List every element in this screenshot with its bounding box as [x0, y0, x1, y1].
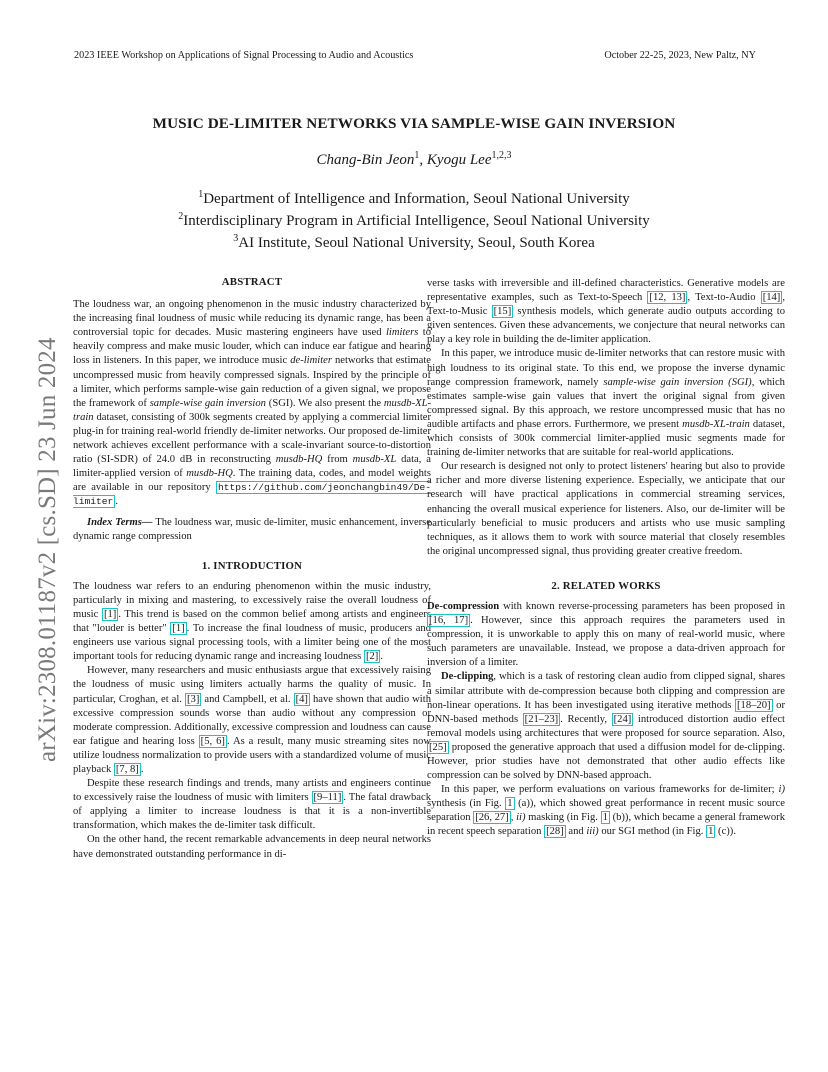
affiliation-list — [0, 186, 828, 252]
intro-paragraph: verse tasks with irreversible and ill-defined characteristics. Generative models are representative examples, such as Text-to-Speech [12, 13] , Text-to-Audio [14] , Text-to-Music [15] synthesis models, which generate audio outputs according to given sentences. Given these advancements, we conjecture that neural networks can play a key role in building the de-limiter application. — [427, 278, 785, 346]
right-column — [427, 277, 785, 840]
index-terms-label: Index Terms— — [87, 516, 153, 528]
related-works-heading: 2. RELATED WORKS — [551, 579, 661, 592]
intro-paragraph: However, many researchers and music enthusiasts argue that excessively raising the loudness of music using limiters actually harms the quality of music. In particular, Croghan, et al. [3] and Campbell, et al. [4] have shown that audio with excessive compression sounds worse than audio without any compression or moderate compression. Additionally, excessive compression and loudness can cause ear fatigue and hearing loss [5, 6] . As a result, many music streaming sites now utilize loudness normalization to provide users with a standardized volume of music playback [7, 8] . — [73, 665, 431, 775]
related-paragraph: De-clipping, which is a task of restoring clean audio from clipped signal, shares a similar attribute with de-compression because both clipping and compression are non-linear operations. It has been investigated using iterative methods [18–20] or DNN-based methods [21–23] . Recently, [24] introduced distortion audio effect removal models using architectures that were proposed for source separation. Also, [25] proposed the generative approach that used a diffusion model for de-clipping. However, prior studies have not demonstrated that other audio effects like compression can be solved by DNN-based approach. — [427, 671, 786, 782]
intro-paragraph: The loudness war refers to an enduring phenomenon within the music industry, particularly in mixing and mastering, to excessively raise the overall loudness of music [1] . This trend is based on the common belief among artists and engineers that "louder is better" [1] . To increase the final loudness of music, producers and engineers use various signal processing tools, with a limiter being one of the most important tools for reducing dynamic range and increasing loudness [2] . — [73, 580, 432, 663]
author-list: Chang-Bin Jeon$^1$, Kyogu Lee$^{1,2,3}$ — [316, 150, 512, 168]
intro-paragraph: Our research is designed not only to protect listeners' hearing but also to provide a richer and more diverse listening experience. Especially, we anticipate that our research will have practical applications in commercial streaming services, enhancing the overall musical experience for listeners. Also, our de-limiter will be particularly beneficial to music producers and artists who use music sampling techniques, as it allows them to work with source material that closely resembles the original uncompressed signal, thus providing greater creative freedom. — [427, 461, 785, 557]
related-paragraph: De-compression with known reverse-processing parameters has been proposed in [16, 17] . However, since this approach requires the parameters used in compression, it is unworkable to apply this on many of real-world music, where such parameters are unavailable. Instead, we propose a data-driven approach for inversion of a limiter. — [427, 600, 785, 669]
intro-paragraph: In this paper, we introduce music de-limiter networks that can restore music with high loudness to its original state. To this end, we propose the inverse dynamic range compression framework, namely sample-wise gain inversion (SGI), which estimates sample-wise gain values that invert the original signal from given compressed signal. By this approach, we restore uncompressed music that has no audible artifacts and phase errors. Furthermore, we present musdb-XL-train dataset, which consists of 300k commercial limiter-applied music segments made for training de-limiter networks that are suitable for real-world applications. — [427, 348, 785, 459]
affiliation: $^1$Department of Intelligence and Information, Seoul National University — [198, 189, 630, 207]
affiliation: $^2$Interdisciplinary Program in Artificial Intelligence, Seoul National University — [178, 211, 650, 229]
repository-link[interactable]: https://github.com/jeonchangbin49/De-limiter — [73, 482, 431, 508]
arxiv-stamp-text: arXiv:2308.01187v2 [cs.SD] 23 Jun 2024 — [34, 337, 61, 762]
intro-heading: 1. INTRODUCTION — [201, 559, 303, 572]
index-terms-text: The loudness war, music de-limiter, music enhancement, inverse dynamic range compression — [73, 516, 431, 542]
author-affil-mark: 1 — [414, 150, 420, 161]
intro-paragraph: Despite these research findings and trends, many artists and engineers continue to excessively raise the loudness of music with limiters [9–11] . The fatal drawback of applying a limiter to increase loudness is that it is a non-invertible transformation, which makes the de-limiter task difficult. — [73, 778, 431, 832]
related-paragraph: In this paper, we perform evaluations on various frameworks for de-limiter; i) synthesis (in Fig. 1 (a)), which showed great performance in recent music source separation [26, 27] , ii) masking (in Fig. 1 (b)), which became a general framework in recent speech separation [28] and iii) our SGI method (in Fig. 1 (c)). — [427, 784, 785, 838]
author-name: Chang-Bin Jeon — [316, 152, 415, 168]
abstract-body: The loudness war, an ongoing phenomenon in the music industry characterized by the increasing final loudness of music while reducing its dynamic range, has been a controversial topic for decades. Music mastering engineers have used limiters to heavily compress and make music louder, which can induce ear fatigue and hearing loss in listeners. In this paper, we introduce music de-limiter networks that estimate uncompressed music from heavily compressed signals. Inspired by the principle of a limiter, which performs sample-wise gain reduction of a given signal, we propose the framework of sample-wise gain inversion (SGI). We also present the musdb-XL-train dataset, consisting of 300k segments created by applying a commercial limiter plug-in for training real-world friendly de-limiter networks. Our proposed de-limiter network achieves excellent performance with a scale-invariant source-to-distortion ratio (SI-SDR) of 24.0 dB in reconstructing musdb-HQ from musdb-XL data, a limiter-applied version of musdb-HQ. The training data, codes, and model weights are available in our repository https://github.com/jeonchangbin49/De-limiter . — [73, 299, 432, 508]
intro-paragraph: On the other hand, the recent remarkable advancements in deep neural networks have demonstrated outstanding performance in di- — [73, 834, 431, 860]
affiliation: $^3$AI Institute, Seoul National University, Seoul, South Korea — [233, 233, 595, 251]
arxiv-stamp — [14, 292, 61, 762]
running-header-right: October 22-25, 2023, New Paltz, NY — [604, 50, 756, 61]
index-terms — [73, 516, 431, 544]
paper-title: MUSIC DE-LIMITER NETWORKS VIA SAMPLE-WISE GAIN INVERSION — [152, 115, 676, 132]
left-column — [73, 275, 431, 862]
running-header-left: 2023 IEEE Workshop on Applications of Signal Processing to Audio and Acoustics — [74, 50, 414, 61]
author-name: Kyogu Lee — [426, 152, 492, 168]
author-affil-mark: 1,2,3 — [491, 150, 512, 161]
abstract-heading: ABSTRACT — [221, 276, 283, 288]
